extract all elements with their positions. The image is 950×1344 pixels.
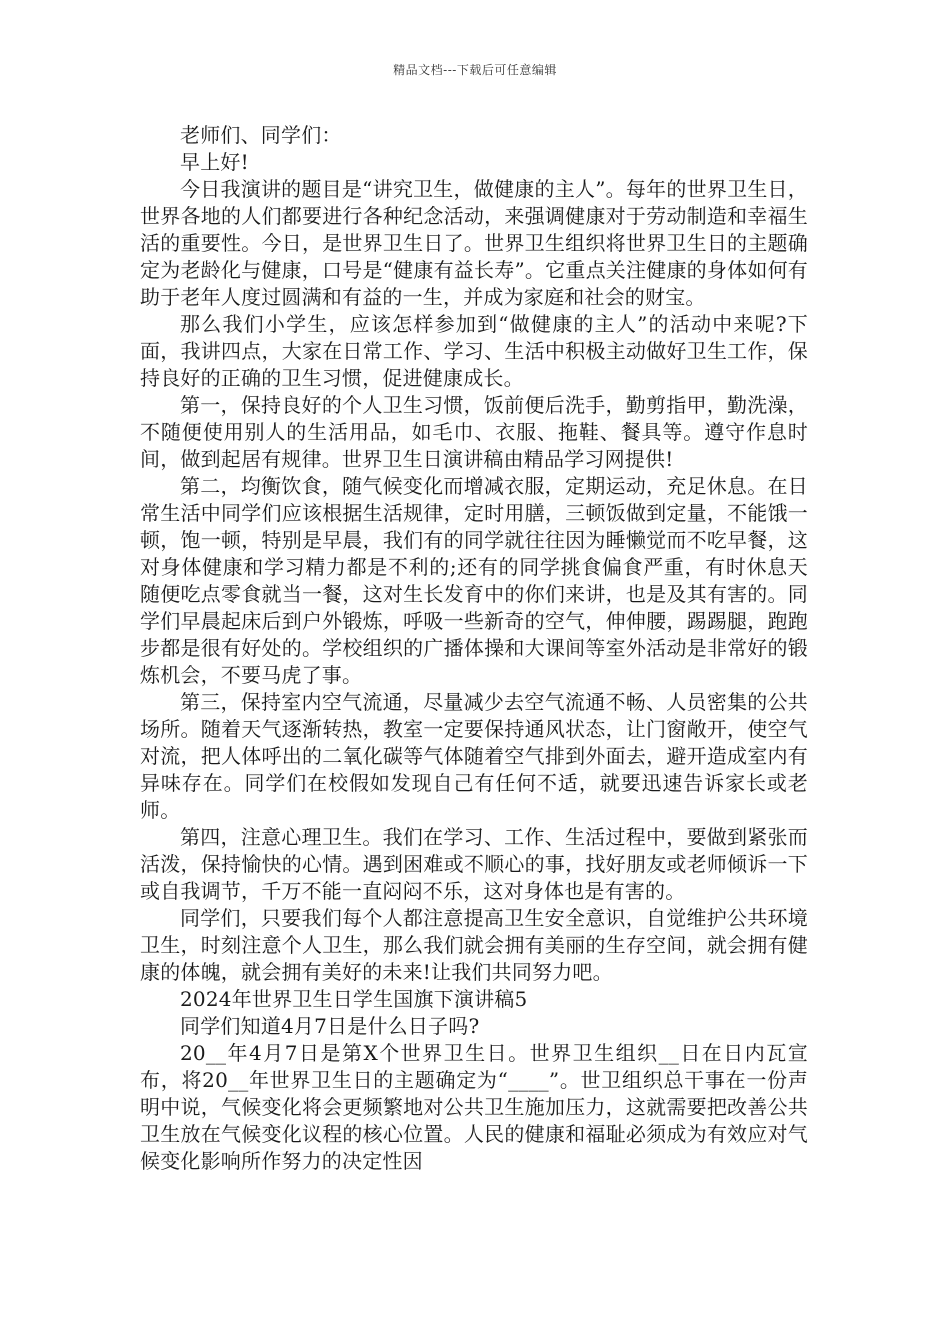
salutation: 老师们、同学们： (180, 123, 342, 147)
paragraph-first-point: 第一，保持良好的个人卫生习惯，饭前便后洗手，勤剪指甲，勤洗澡，不随便使用别人的生活用品，如毛巾、衣服、拖鞋、餐具等。遵守作息时间，做到起居有规律。世界卫生日演讲稿由精品学习网提供! (140, 393, 808, 471)
greeting: 早上好! (180, 150, 249, 174)
paragraph-intro: 今日我演讲的题目是“讲究卫生，做健康的主人”。每年的世界卫生日，世界各地的人们都要进行各种纪念活动，来强调健康对于劳动制造和幸福生活的重要性。今日，是世界卫生日了。世界卫生组织将世界卫生日的主题确定为老龄化与健康，口号是“健康有益长寿”。它重点关注健康的身体如何有助于老年人度过圆满和有益的一生，并成为家庭和社会的财宝。 (140, 177, 808, 309)
paragraph-who-theme: 20__年4月7日是第X个世界卫生日。世界卫生组织__日在日内瓦宣布，将20__年世界卫生日的主题确定为“____”。世卫组织总干事在一份声明中说，气候变化将会更频繁地对公共卫生施加压力，这就需要把改善公共卫生放在气候变化议程的核心位置。人民的健康和福耻必须成为有效应对气候变化影响所作努力的决定性因 (140, 1041, 808, 1173)
page-header: 精品文档---下载后可任意编辑 (393, 63, 557, 77)
paragraph-question-date: 同学们知道4月7日是什么日子吗? (180, 1014, 480, 1038)
paragraph-second-point: 第二，均衡饮食，随气候变化而增减衣服，定期运动，充足休息。在日常生活中同学们应该根据生活规律，定时用膳，三顿饭做到定量，不能饿一顿，饱一顿，特别是早晨，我们有的同学就往往因为睡懒觉而不吃早餐，这对身体健康和学习精力都是不利的;还有的同学挑食偏食严重，有时休息天随便吃点零食就当一餐，这对生长发育中的你们来讲，也是及其有害的。同学们早晨起床后到户外锻炼，呼吸一些新奇的空气，伸伸腰，踢踢腿，跑跑步都是很有好处的。学校组织的广播体操和大课间等室外活动是非常好的锻炼机会，不要马虎了事。 (140, 474, 808, 687)
paragraph-third-point: 第三，保持室内空气流通，尽量减少去空气流通不畅、人员密集的公共场所。随着天气逐渐转热，教室一定要保持通风状态，让门窗敞开，使空气对流，把人体呼出的二氧化碳等气体随着空气排到外面去，避开造成室内有异味存在。同学们在校假如发现自己有任何不适，就要迅速告诉家长或老师。 (140, 690, 808, 822)
document-body (140, 122, 808, 1175)
section-heading: 2024年世界卫生日学生国旗下演讲稿5 (180, 987, 528, 1011)
paragraph-fourth-point: 第四，注意心理卫生。我们在学习、工作、生活过程中，要做到紧张而活泼，保持愉快的心情。遇到困难或不顺心的事，找好朋友或老师倾诉一下或自我调节，千万不能一直闷闷不乐，这对身体也是有害的。 (140, 825, 808, 903)
paragraph-question: 那么我们小学生，应该怎样参加到“做健康的主人”的活动中来呢?下面，我讲四点，大家在日常工作、学习、生活中积极主动做好卫生工作，保持良好的正确的卫生习惯，促进健康成长。 (140, 312, 808, 390)
paragraph-closing: 同学们，只要我们每个人都注意提高卫生安全意识，自觉维护公共环境卫生，时刻注意个人卫生，那么我们就会拥有美丽的生存空间，就会拥有健康的体魄，就会拥有美好的未来!让我们共同努力吧。 (140, 906, 808, 984)
